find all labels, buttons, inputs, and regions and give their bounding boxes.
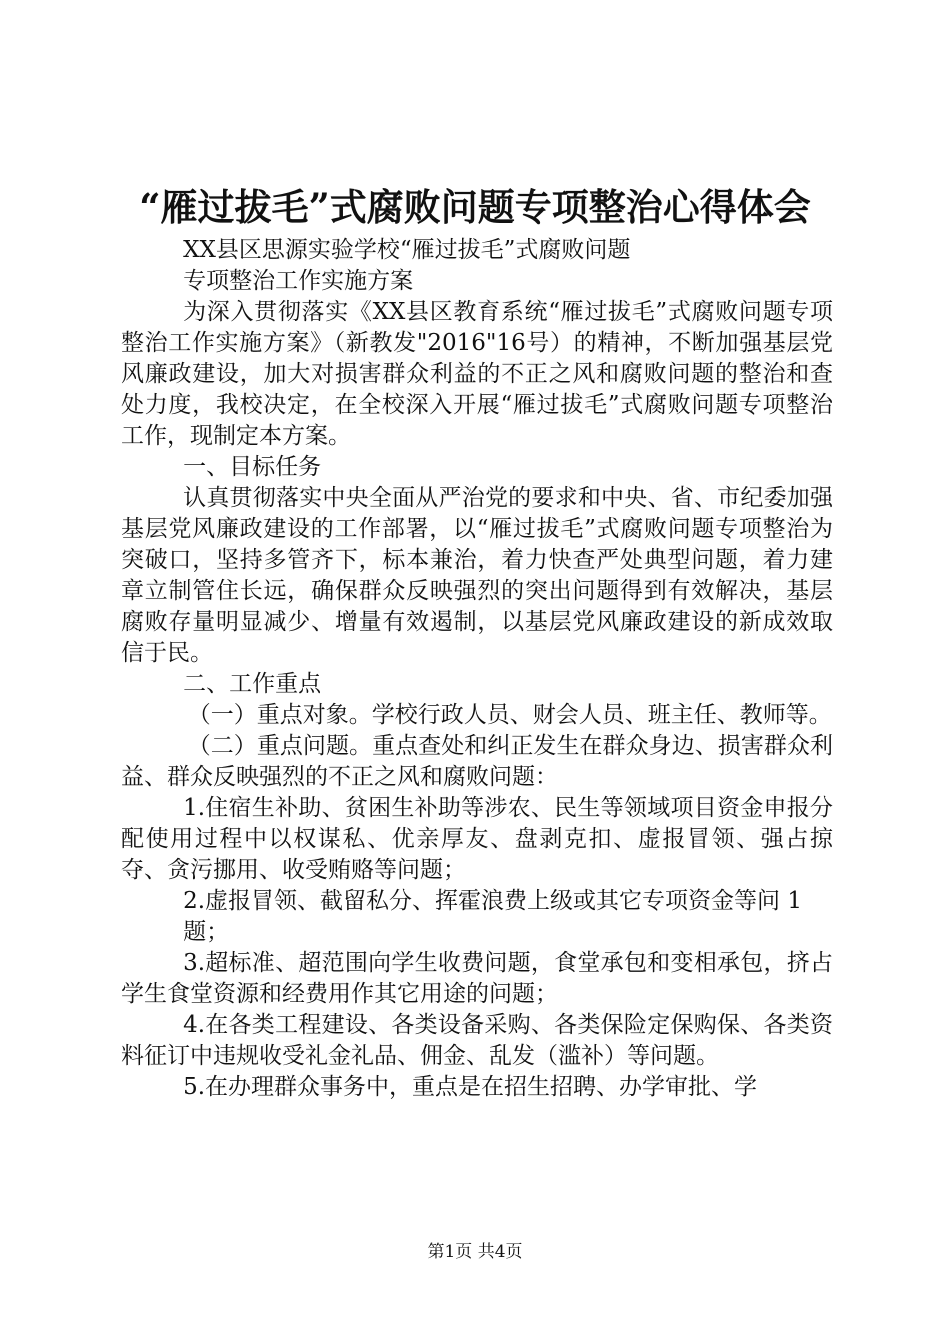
list-item-5: 5.在办理群众事务中，重点是在招生招聘、办学审批、学	[183, 1074, 758, 1100]
paragraph-plan-name: 专项整治工作实施方案	[183, 268, 414, 294]
list-item-2: 2.虚报冒领、截留私分、挥霍浪费上级或其它专项资金等问 1	[183, 888, 802, 914]
paragraph-focus-issues: （二）重点问题。重点查处和纠正发生在群众身边、损害群众利益、群众反映强烈的不正之风和腐败问题：	[121, 733, 833, 790]
document-body	[121, 235, 833, 1103]
list-item-1: 1.住宿生补助、贫困生补助等涉农、民生等领域项目资金申报分配使用过程中以权谋私、优亲厚友、盘剥克扣、虚报冒领、强占掠夺、贪污挪用、收受贿赂等问题；	[121, 795, 833, 883]
page-footer: 第1页 共4页	[427, 1242, 523, 1262]
document-title: “雁过拔毛”式腐败问题专项整治心得体会	[139, 185, 811, 229]
paragraph-school-name: XX县区思源实验学校“雁过拔毛”式腐败问题	[183, 237, 631, 263]
list-item-4: 4.在各类工程建设、各类设备采购、各类保险定保购保、各类资料征订中违规收受礼金礼品、佣金、乱发（滥补）等问题。	[121, 1012, 833, 1069]
paragraph-focus-targets: （一）重点对象。学校行政人员、财会人员、班主任、教师等。	[187, 702, 832, 728]
paragraph-goals: 认真贯彻落实中央全面从严治党的要求和中央、省、市纪委加强基层党风廉政建设的工作部署，以“雁过拔毛”式腐败问题专项整治为突破口，坚持多管齐下，标本兼治，着力快查严处典型问题，着力建章立制管住长远，确保群众反映强烈的突出问题得到有效解决，基层腐败存量明显减少、增量有效遏制，以基层党风廉政建设的新成效取信于民。	[121, 485, 833, 666]
list-item-3: 3.超标准、超范围向学生收费问题，食堂承包和变相承包，挤占学生食堂资源和经费用作其它用途的问题；	[121, 950, 833, 1007]
paragraph-intro: 为深入贯彻落实《XX县区教育系统“雁过拔毛”式腐败问题专项整治工作实施方案》（新教发"2016"16号）的精神，不断加强基层党风廉政建设，加大对损害群众利益的不正之风和腐败问题的整治和查处力度，我校决定，在全校深入开展“雁过拔毛”式腐败问题专项整治工作，现制定本方案。	[121, 299, 833, 449]
list-item-2-continuation: 题；	[183, 919, 230, 945]
heading-goals: 一、目标任务	[183, 454, 322, 480]
heading-focus: 二、工作重点	[183, 671, 322, 697]
